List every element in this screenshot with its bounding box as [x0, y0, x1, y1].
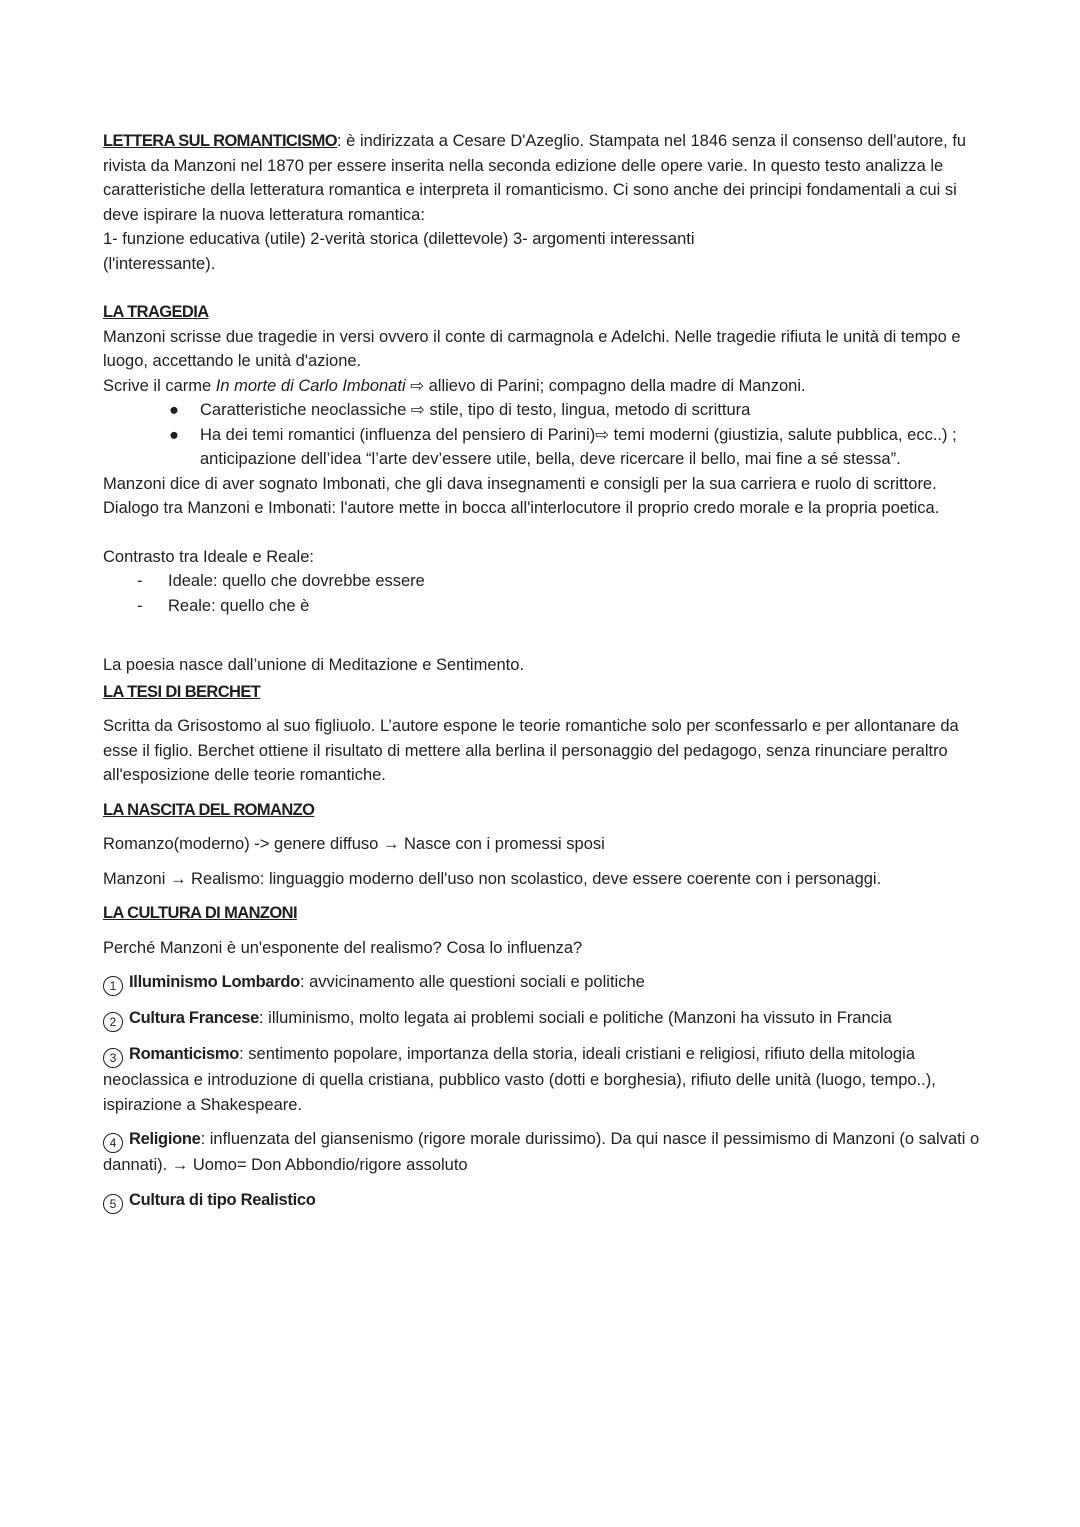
- tragedia-heading: LA TRAGEDIA: [103, 303, 209, 321]
- lettera-paragraph: [103, 129, 983, 227]
- circled-number-icon: 3: [103, 1048, 123, 1068]
- cultura-item-label: Romanticismo: [129, 1045, 240, 1063]
- circled-number-icon: 1: [103, 976, 123, 996]
- cultura-item-text: : influenzata del giansenismo (rigore morale durissimo). Da qui nasce il pessimismo di Manzoni (o salvati o dannati). → Uomo= Don Abbondio/rigore assoluto: [103, 1130, 980, 1174]
- list-item: [103, 569, 983, 594]
- berchet-text: Scritta da Grisostomo al suo figliuolo. L’autore espone le teorie romantiche solo per sconfessarlo e per allontanare da esse il figlio. Berchet ottiene il risultato di mettere alla berlina il personaggio del pedagogo, senza rinunciare peraltro all'esposizione delle teorie romantiche.: [103, 717, 959, 784]
- carme-title: In morte di Carlo Imbonati: [215, 376, 406, 395]
- bullet-text: Caratteristiche neoclassiche ⇨ stile, tipo di testo, lingua, metodo di scrittura: [200, 401, 751, 419]
- bullet-icon: ●: [169, 401, 179, 419]
- contrasto-title: Contrasto tra Ideale e Reale:: [103, 547, 314, 566]
- tragedia-text: Manzoni scrisse due tragedie in versi ovvero il conte di carmagnola e Adelchi. Nelle tragedie rifiuta le unità di tempo e luogo, accettando le unità d'azione.: [103, 327, 961, 370]
- dash-icon: -: [137, 596, 143, 615]
- cultura-item-label: Illuminismo Lombardo: [129, 973, 300, 991]
- dash-text: Ideale: quello che dovrebbe essere: [168, 572, 425, 590]
- lettera-heading: LETTERA SUL ROMANTICISMO: [103, 132, 338, 150]
- romanzo-heading: LA NASCITA DEL ROMANZO: [103, 800, 315, 819]
- sogno-paragraph: Manzoni dice di aver sognato Imbonati, che gli dava insegnamenti e consigli per la sua carriera e ruolo di scrittore. Dialogo tra Manzoni e Imbonati: l'autore mette in bocca all'interlocutore il proprio credo morale e la propria poetica.: [103, 474, 940, 517]
- romanzo-line-2: Manzoni → Realismo: linguaggio moderno dell'uso non scolastico, deve essere coerente con i personaggi.: [103, 869, 882, 888]
- tragedia-bullets: [103, 398, 983, 472]
- cultura-item-1: [103, 970, 983, 996]
- cultura-item-5: [103, 1188, 983, 1214]
- berchet-heading: LA TESI DI BERCHET: [103, 682, 261, 701]
- cultura-item-text: : sentimento popolare, importanza della storia, ideali cristiani e religiosi, rifiuto della mitologia neoclassica e introduzione di quella cristiana, pubblico vasto (dotti e borghesia), rifiuto delle unità (luogo, tempo..), ispirazione a Shakespeare.: [103, 1045, 936, 1114]
- cultura-item-4: [103, 1127, 983, 1178]
- cultura-item-3: [103, 1042, 983, 1117]
- bullet-text: Ha dei temi romantici (influenza del pensiero di Parini)⇨ temi moderni (giustizia, salute pubblica, ecc..) ; anticipazione dell’idea “l’arte dev’essere utile, bella, deve ricercare il bello, mai fine a sé stessa”.: [200, 425, 957, 468]
- contrasto-list: [103, 569, 983, 618]
- cultura-item-label: Cultura di tipo Realistico: [129, 1190, 316, 1209]
- cultura-item-label: Religione: [129, 1130, 201, 1148]
- cultura-heading: LA CULTURA DI MANZONI: [103, 904, 297, 922]
- lettera-text: : è indirizzata a Cesare D'Azeglio. Stampata nel 1846 senza il consenso dell'autore, fu rivista da Manzoni nel 1870 per essere inserita nella seconda edizione delle opere varie. In questo testo analizza le caratteristiche della letteratura romantica e interpreta il romanticismo. Ci sono anche dei principi fondamentali a cui si deve ispirare la nuova letteratura romantica:: [103, 132, 967, 224]
- circled-number-icon: 2: [103, 1012, 123, 1032]
- carme-line: [103, 374, 983, 399]
- cultura-item-label: Cultura Francese: [129, 1009, 259, 1027]
- cultura-item-text: : avvicinamento alle questioni sociali e politiche: [299, 973, 645, 991]
- dash-text: Reale: quello che è: [168, 596, 310, 615]
- document-body: [103, 129, 983, 1214]
- list-item: [103, 423, 983, 472]
- circled-number-icon: 4: [103, 1133, 123, 1153]
- poesia-line: La poesia nasce dall’unione di Meditazione e Sentimento.: [103, 656, 525, 674]
- lettera-principles: 1- funzione educativa (utile) 2-verità storica (dilettevole) 3- argomenti interessanti: [103, 230, 695, 248]
- list-item: [103, 594, 983, 619]
- cultura-item-2: [103, 1006, 983, 1032]
- cultura-question: Perché Manzoni è un'esponente del realismo? Cosa lo influenza?: [103, 938, 583, 957]
- list-item: [103, 398, 983, 423]
- lettera-principles-end: (l'interessante).: [103, 254, 216, 273]
- carme-post: ⇨ allievo di Parini; compagno della madre di Manzoni.: [405, 376, 806, 395]
- bullet-icon: ●: [169, 425, 179, 444]
- romanzo-line-1: Romanzo(moderno) -> genere diffuso → Nasce con i promessi sposi: [103, 835, 605, 853]
- circled-number-icon: 5: [103, 1194, 123, 1214]
- cultura-item-text: : illuminismo, molto legata ai problemi sociali e politiche (Manzoni ha vissuto in Francia: [259, 1009, 892, 1027]
- carme-pre: Scrive il carme: [103, 376, 216, 395]
- dash-icon: -: [137, 572, 143, 590]
